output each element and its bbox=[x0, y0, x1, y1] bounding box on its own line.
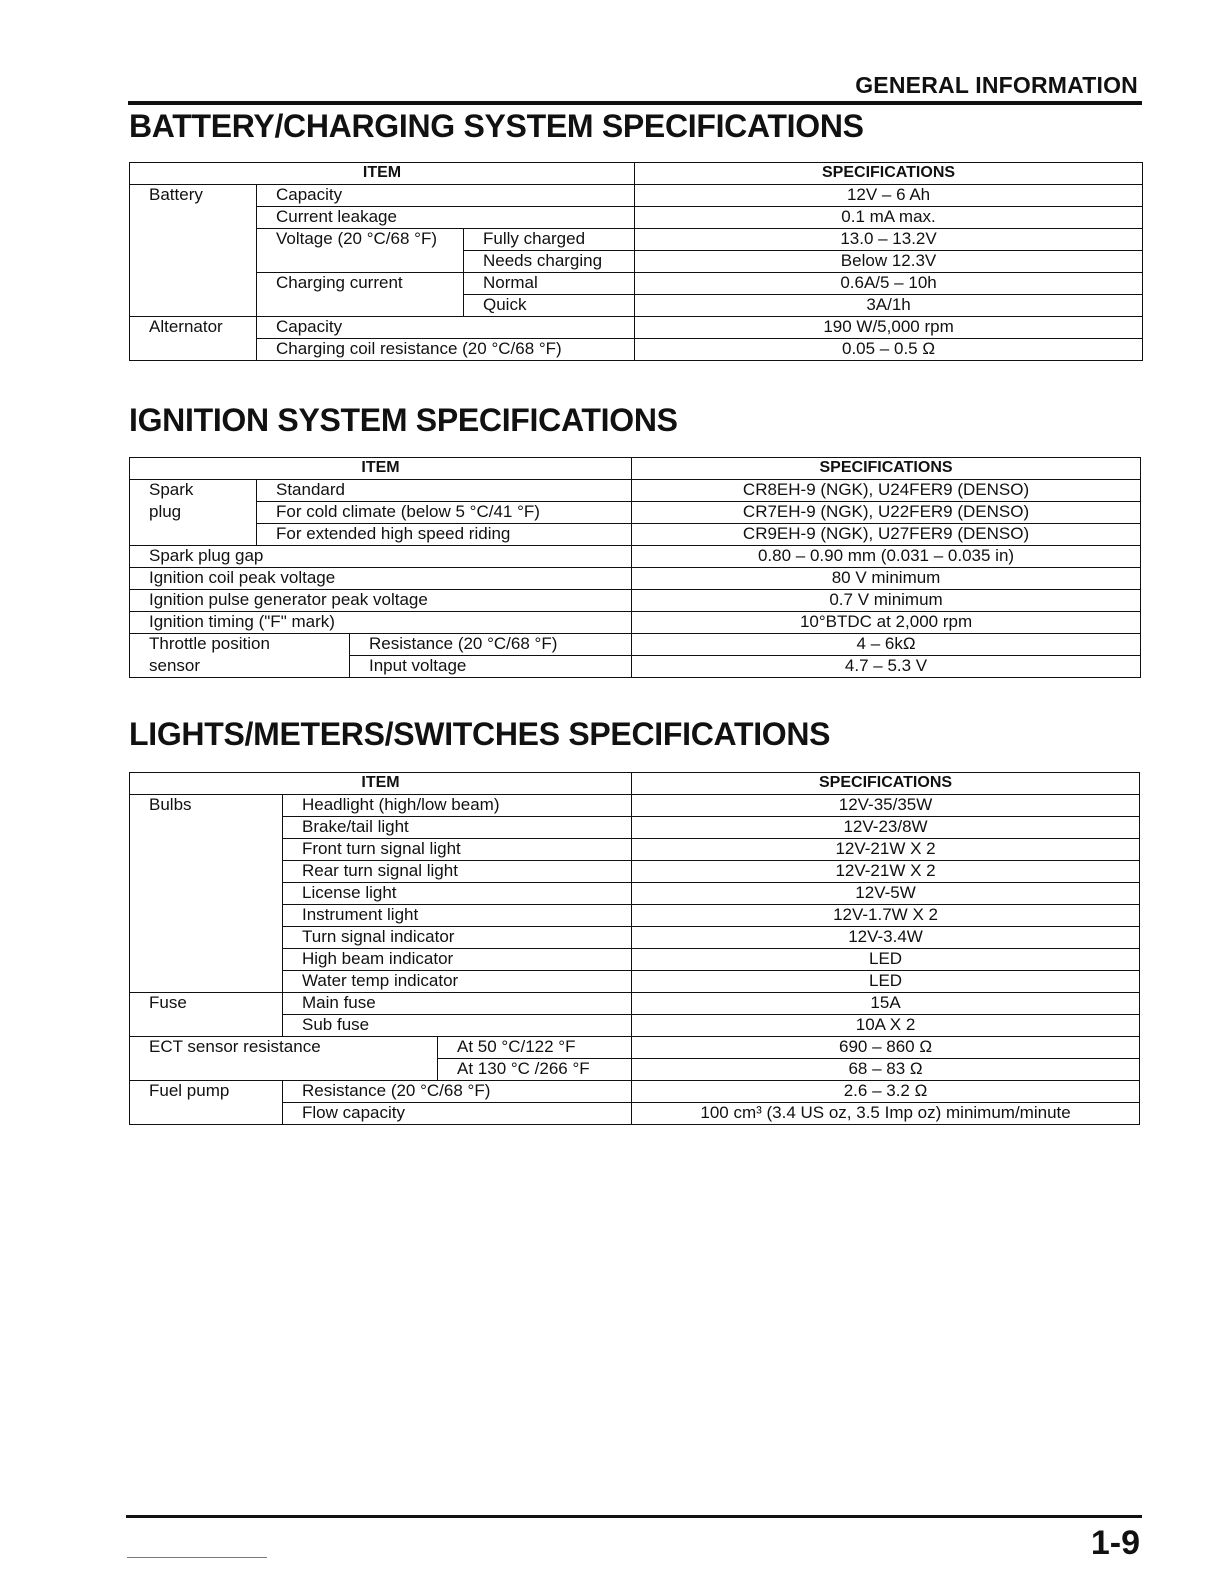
item-label: Standard bbox=[257, 480, 632, 502]
sub-item-label: Needs charging bbox=[464, 251, 635, 273]
table-row bbox=[130, 1081, 1140, 1103]
spec-value: CR9EH-9 (NGK), U27FER9 (DENSO) bbox=[632, 524, 1141, 546]
spec-column-header: SPECIFICATIONS bbox=[632, 458, 1141, 480]
table-row bbox=[130, 1037, 1140, 1059]
table-row bbox=[130, 839, 1140, 861]
item-label: License light bbox=[283, 883, 632, 905]
spec-value: 100 cm³ (3.4 US oz, 3.5 Imp oz) minimum/minute bbox=[632, 1103, 1140, 1125]
item-label: Sub fuse bbox=[283, 1015, 632, 1037]
table-header-row bbox=[130, 163, 1143, 185]
sub-item-label: Fully charged bbox=[464, 229, 635, 251]
spec-value: 0.05 – 0.5 Ω bbox=[635, 339, 1143, 361]
sub-item-label: At 50 °C/122 °F bbox=[438, 1037, 632, 1059]
item-label: Resistance (20 °C/68 °F) bbox=[283, 1081, 632, 1103]
spec-column-header: SPECIFICATIONS bbox=[632, 773, 1140, 795]
table-row bbox=[130, 817, 1140, 839]
spec-value: 3A/1h bbox=[635, 295, 1143, 317]
sub-item-label: Resistance (20 °C/68 °F) bbox=[350, 634, 632, 656]
table-row bbox=[130, 883, 1140, 905]
item-label: Ignition coil peak voltage bbox=[130, 568, 632, 590]
item-label: High beam indicator bbox=[283, 949, 632, 971]
item-column-header: ITEM bbox=[130, 163, 635, 185]
spec-value: Below 12.3V bbox=[635, 251, 1143, 273]
item-label: Flow capacity bbox=[283, 1103, 632, 1125]
table-row bbox=[130, 339, 1143, 361]
item-column-header: ITEM bbox=[130, 773, 632, 795]
table-row bbox=[130, 295, 1143, 317]
spec-value: 690 – 860 Ω bbox=[632, 1037, 1140, 1059]
spec-value: 0.7 V minimum bbox=[632, 590, 1141, 612]
table-row bbox=[130, 1103, 1140, 1125]
tps-group-label: Throttle position bbox=[130, 634, 350, 656]
spark-plug-group-label: plug bbox=[130, 502, 257, 524]
spec-value: 80 V minimum bbox=[632, 568, 1141, 590]
fuse-group-label: Fuse bbox=[130, 993, 283, 1015]
table-row bbox=[130, 185, 1143, 207]
table-row bbox=[130, 861, 1140, 883]
table-row bbox=[130, 795, 1140, 817]
spec-value: 10A X 2 bbox=[632, 1015, 1140, 1037]
spec-column-header: SPECIFICATIONS bbox=[635, 163, 1143, 185]
table-header-row bbox=[130, 773, 1140, 795]
table-row bbox=[130, 317, 1143, 339]
spec-value: 12V-3.4W bbox=[632, 927, 1140, 949]
table-row bbox=[130, 1015, 1140, 1037]
spec-value: LED bbox=[632, 971, 1140, 993]
item-label: Charging current bbox=[257, 273, 464, 295]
tps-group-label: sensor bbox=[130, 656, 350, 678]
item-label: Capacity bbox=[257, 317, 635, 339]
table-row bbox=[130, 656, 1141, 678]
spec-value: 12V-23/8W bbox=[632, 817, 1140, 839]
sub-item-label: Input voltage bbox=[350, 656, 632, 678]
spec-value: 12V-21W X 2 bbox=[632, 839, 1140, 861]
table-row bbox=[130, 524, 1141, 546]
table-row bbox=[130, 251, 1143, 273]
sub-item-label: At 130 °C /266 °F bbox=[438, 1059, 632, 1081]
lights-section-title: LIGHTS/METERS/SWITCHES SPECIFICATIONS bbox=[129, 716, 831, 752]
item-column-header: ITEM bbox=[130, 458, 632, 480]
item-label: Current leakage bbox=[257, 207, 635, 229]
item-label: Capacity bbox=[257, 185, 635, 207]
table-header-row bbox=[130, 458, 1141, 480]
item-label: Rear turn signal light bbox=[283, 861, 632, 883]
spec-value: CR8EH-9 (NGK), U24FER9 (DENSO) bbox=[632, 480, 1141, 502]
item-label: Water temp indicator bbox=[283, 971, 632, 993]
battery-group-label: Battery bbox=[130, 185, 257, 207]
alternator-group-label: Alternator bbox=[130, 317, 257, 339]
lights-spec-table bbox=[129, 772, 1140, 1125]
table-row bbox=[130, 502, 1141, 524]
table-row bbox=[130, 949, 1140, 971]
spec-value: 12V-5W bbox=[632, 883, 1140, 905]
ignition-spec-table bbox=[129, 457, 1141, 678]
table-row bbox=[130, 568, 1141, 590]
spec-value: 13.0 – 13.2V bbox=[635, 229, 1143, 251]
item-label: Brake/tail light bbox=[283, 817, 632, 839]
link-underline bbox=[127, 1557, 267, 1558]
spec-value: 12V – 6 Ah bbox=[635, 185, 1143, 207]
spec-value: 0.1 mA max. bbox=[635, 207, 1143, 229]
spec-value: LED bbox=[632, 949, 1140, 971]
item-label: Spark plug gap bbox=[130, 546, 632, 568]
table-row bbox=[130, 207, 1143, 229]
battery-section-title: BATTERY/CHARGING SYSTEM SPECIFICATIONS bbox=[129, 108, 864, 144]
spec-value: CR7EH-9 (NGK), U22FER9 (DENSO) bbox=[632, 502, 1141, 524]
table-row bbox=[130, 590, 1141, 612]
ect-group-label: ECT sensor resistance bbox=[130, 1037, 438, 1059]
item-label: Instrument light bbox=[283, 905, 632, 927]
spec-value: 12V-35/35W bbox=[632, 795, 1140, 817]
spec-value: 10°BTDC at 2,000 rpm bbox=[632, 612, 1141, 634]
item-label: Voltage (20 °C/68 °F) bbox=[257, 229, 464, 251]
item-label: Ignition pulse generator peak voltage bbox=[130, 590, 632, 612]
ignition-section-title: IGNITION SYSTEM SPECIFICATIONS bbox=[129, 402, 678, 438]
table-row bbox=[130, 1059, 1140, 1081]
table-row bbox=[130, 480, 1141, 502]
table-row bbox=[130, 993, 1140, 1015]
table-row bbox=[130, 229, 1143, 251]
table-row bbox=[130, 905, 1140, 927]
section-header: GENERAL INFORMATION bbox=[855, 72, 1138, 98]
spec-value: 190 W/5,000 rpm bbox=[635, 317, 1143, 339]
spec-value: 2.6 – 3.2 Ω bbox=[632, 1081, 1140, 1103]
sub-item-label: Normal bbox=[464, 273, 635, 295]
header-rule bbox=[128, 101, 1142, 105]
spec-value: 4 – 6kΩ bbox=[632, 634, 1141, 656]
spec-value: 15A bbox=[632, 993, 1140, 1015]
spec-value: 12V-21W X 2 bbox=[632, 861, 1140, 883]
spec-value: 68 – 83 Ω bbox=[632, 1059, 1140, 1081]
table-row bbox=[130, 546, 1141, 568]
item-label: Turn signal indicator bbox=[283, 927, 632, 949]
item-label: Headlight (high/low beam) bbox=[283, 795, 632, 817]
item-label: Charging coil resistance (20 °C/68 °F) bbox=[257, 339, 635, 361]
battery-spec-table bbox=[129, 162, 1143, 361]
table-row bbox=[130, 927, 1140, 949]
bulbs-group-label: Bulbs bbox=[130, 795, 283, 817]
page-number: 1-9 bbox=[1090, 1524, 1140, 1562]
spec-value: 12V-1.7W X 2 bbox=[632, 905, 1140, 927]
sub-item-label: Quick bbox=[464, 295, 635, 317]
item-label: Main fuse bbox=[283, 993, 632, 1015]
table-row bbox=[130, 634, 1141, 656]
fuel-pump-group-label: Fuel pump bbox=[130, 1081, 283, 1103]
table-row bbox=[130, 612, 1141, 634]
item-label: For extended high speed riding bbox=[257, 524, 632, 546]
table-row bbox=[130, 273, 1143, 295]
spec-value: 4.7 – 5.3 V bbox=[632, 656, 1141, 678]
table-row bbox=[130, 971, 1140, 993]
item-label: Front turn signal light bbox=[283, 839, 632, 861]
spark-plug-group-label: Spark bbox=[130, 480, 257, 502]
footer-rule bbox=[126, 1515, 1142, 1518]
spec-value: 0.80 – 0.90 mm (0.031 – 0.035 in) bbox=[632, 546, 1141, 568]
item-label: For cold climate (below 5 °C/41 °F) bbox=[257, 502, 632, 524]
spec-value: 0.6A/5 – 10h bbox=[635, 273, 1143, 295]
item-label: Ignition timing ("F" mark) bbox=[130, 612, 632, 634]
